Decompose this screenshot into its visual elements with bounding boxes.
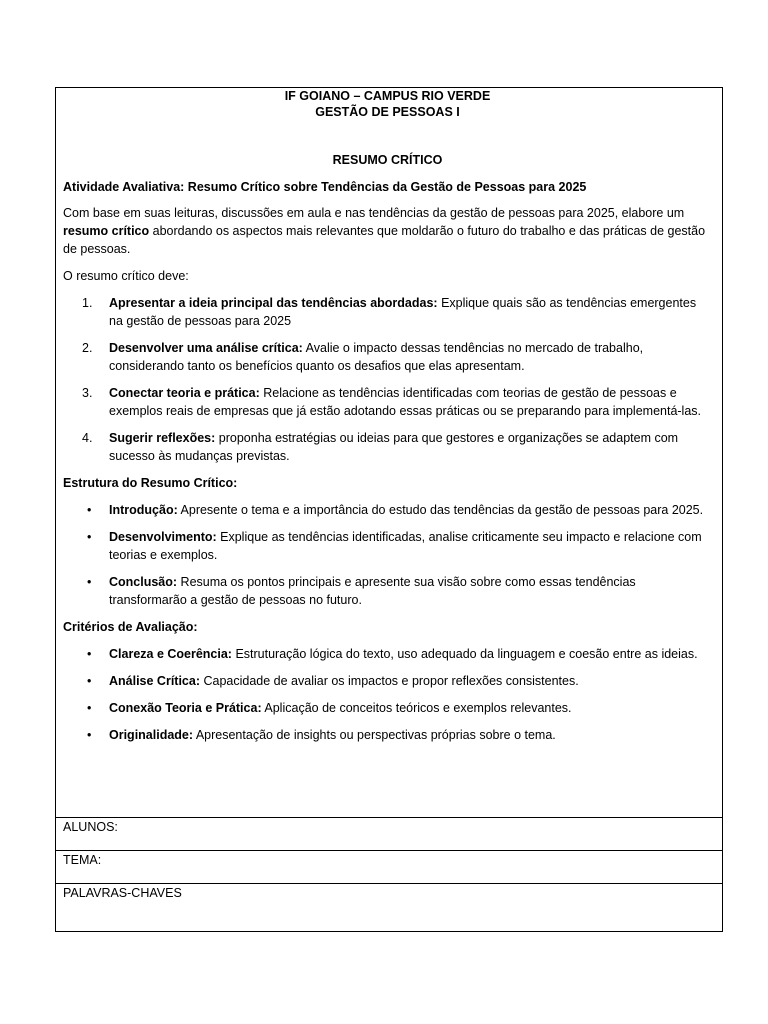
bullet-icon: •	[87, 674, 92, 688]
document-title: RESUMO CRÍTICO	[332, 153, 443, 167]
bullet-icon: •	[87, 647, 92, 661]
bullet-icon: •	[87, 701, 92, 715]
alunos-field[interactable]	[56, 817, 722, 850]
institution-heading: IF GOIANO – CAMPUS RIO VERDE	[284, 89, 491, 103]
list-item: 1. Apresentar a ideia principal das tendências abordadas: Explique quais são as tendências emergentes na gestão de pessoas para 2025	[82, 296, 697, 328]
list-item: • Conexão Teoria e Prática: Aplicação de conceitos teóricos e exemplos relevantes.	[87, 701, 572, 715]
list-item: • Conclusão: Resuma os pontos principais e apresente sua visão sobre como essas tendências transformarão a gestão de pessoas no futuro.	[87, 575, 636, 607]
list-item: • Análise Crítica: Capacidade de avaliar os impactos e propor reflexões consistentes.	[87, 674, 579, 688]
palavras-chaves-label: PALAVRAS-CHAVES	[63, 886, 182, 900]
requirements-list	[63, 294, 712, 465]
structure-heading: Estrutura do Resumo Crítico:	[63, 476, 238, 490]
document-frame	[55, 87, 723, 932]
palavras-chaves-field[interactable]	[56, 883, 722, 932]
alunos-label: ALUNOS:	[63, 820, 118, 834]
activity-title: Atividade Avaliativa: Resumo Crítico sobre Tendências da Gestão de Pessoas para 2025	[63, 180, 587, 194]
list-item: 4. Sugerir reflexões: proponha estratégias ou ideias para que gestores e organizações se adaptem com sucesso às mudanças previstas.	[82, 431, 679, 463]
list-item: 3. Conectar teoria e prática: Relacione as tendências identificadas com teorias de gestão de pessoas e exemplos reais de empresas que já estão adotando essas práticas ou se preparando para implementá-las.	[82, 386, 702, 418]
course-heading: GESTÃO DE PESSOAS I	[315, 105, 460, 119]
criteria-heading: Critérios de Avaliação:	[63, 620, 198, 634]
structure-list	[63, 501, 712, 609]
bullet-icon: •	[87, 575, 92, 589]
bullet-icon: •	[87, 503, 92, 517]
list-item: • Desenvolvimento: Explique as tendências identificadas, analise criticamente seu impacto e relacione com teorias e exemplos.	[87, 530, 702, 562]
bullet-icon: •	[87, 728, 92, 742]
requirements-lead: O resumo crítico deve:	[63, 269, 189, 283]
list-item: • Introdução: Apresente o tema e a importância do estudo das tendências da gestão de pessoas para 2025.	[87, 503, 704, 517]
criteria-list	[63, 645, 712, 744]
intro-paragraph: Com base em suas leituras, discussões em aula e nas tendências da gestão de pessoas para 2025, elabore um resumo crítico abordando os aspectos mais relevantes que moldarão o futuro do trabalho e das práticas de gestão de pessoas.	[63, 206, 706, 256]
list-item: • Originalidade: Apresentação de insights ou perspectivas próprias sobre o tema.	[87, 728, 556, 742]
document-body	[56, 88, 722, 818]
list-item: 2. Desenvolver uma análise crítica: Avalie o impacto dessas tendências no mercado de trabalho, considerando tanto os benefícios quanto os desafios que elas apresentam.	[82, 341, 644, 373]
tema-field[interactable]	[56, 850, 722, 883]
tema-label: TEMA:	[63, 853, 102, 867]
bullet-icon: •	[87, 530, 92, 544]
list-item: • Clareza e Coerência: Estruturação lógica do texto, uso adequado da linguagem e coesão entre as ideias.	[87, 647, 698, 661]
